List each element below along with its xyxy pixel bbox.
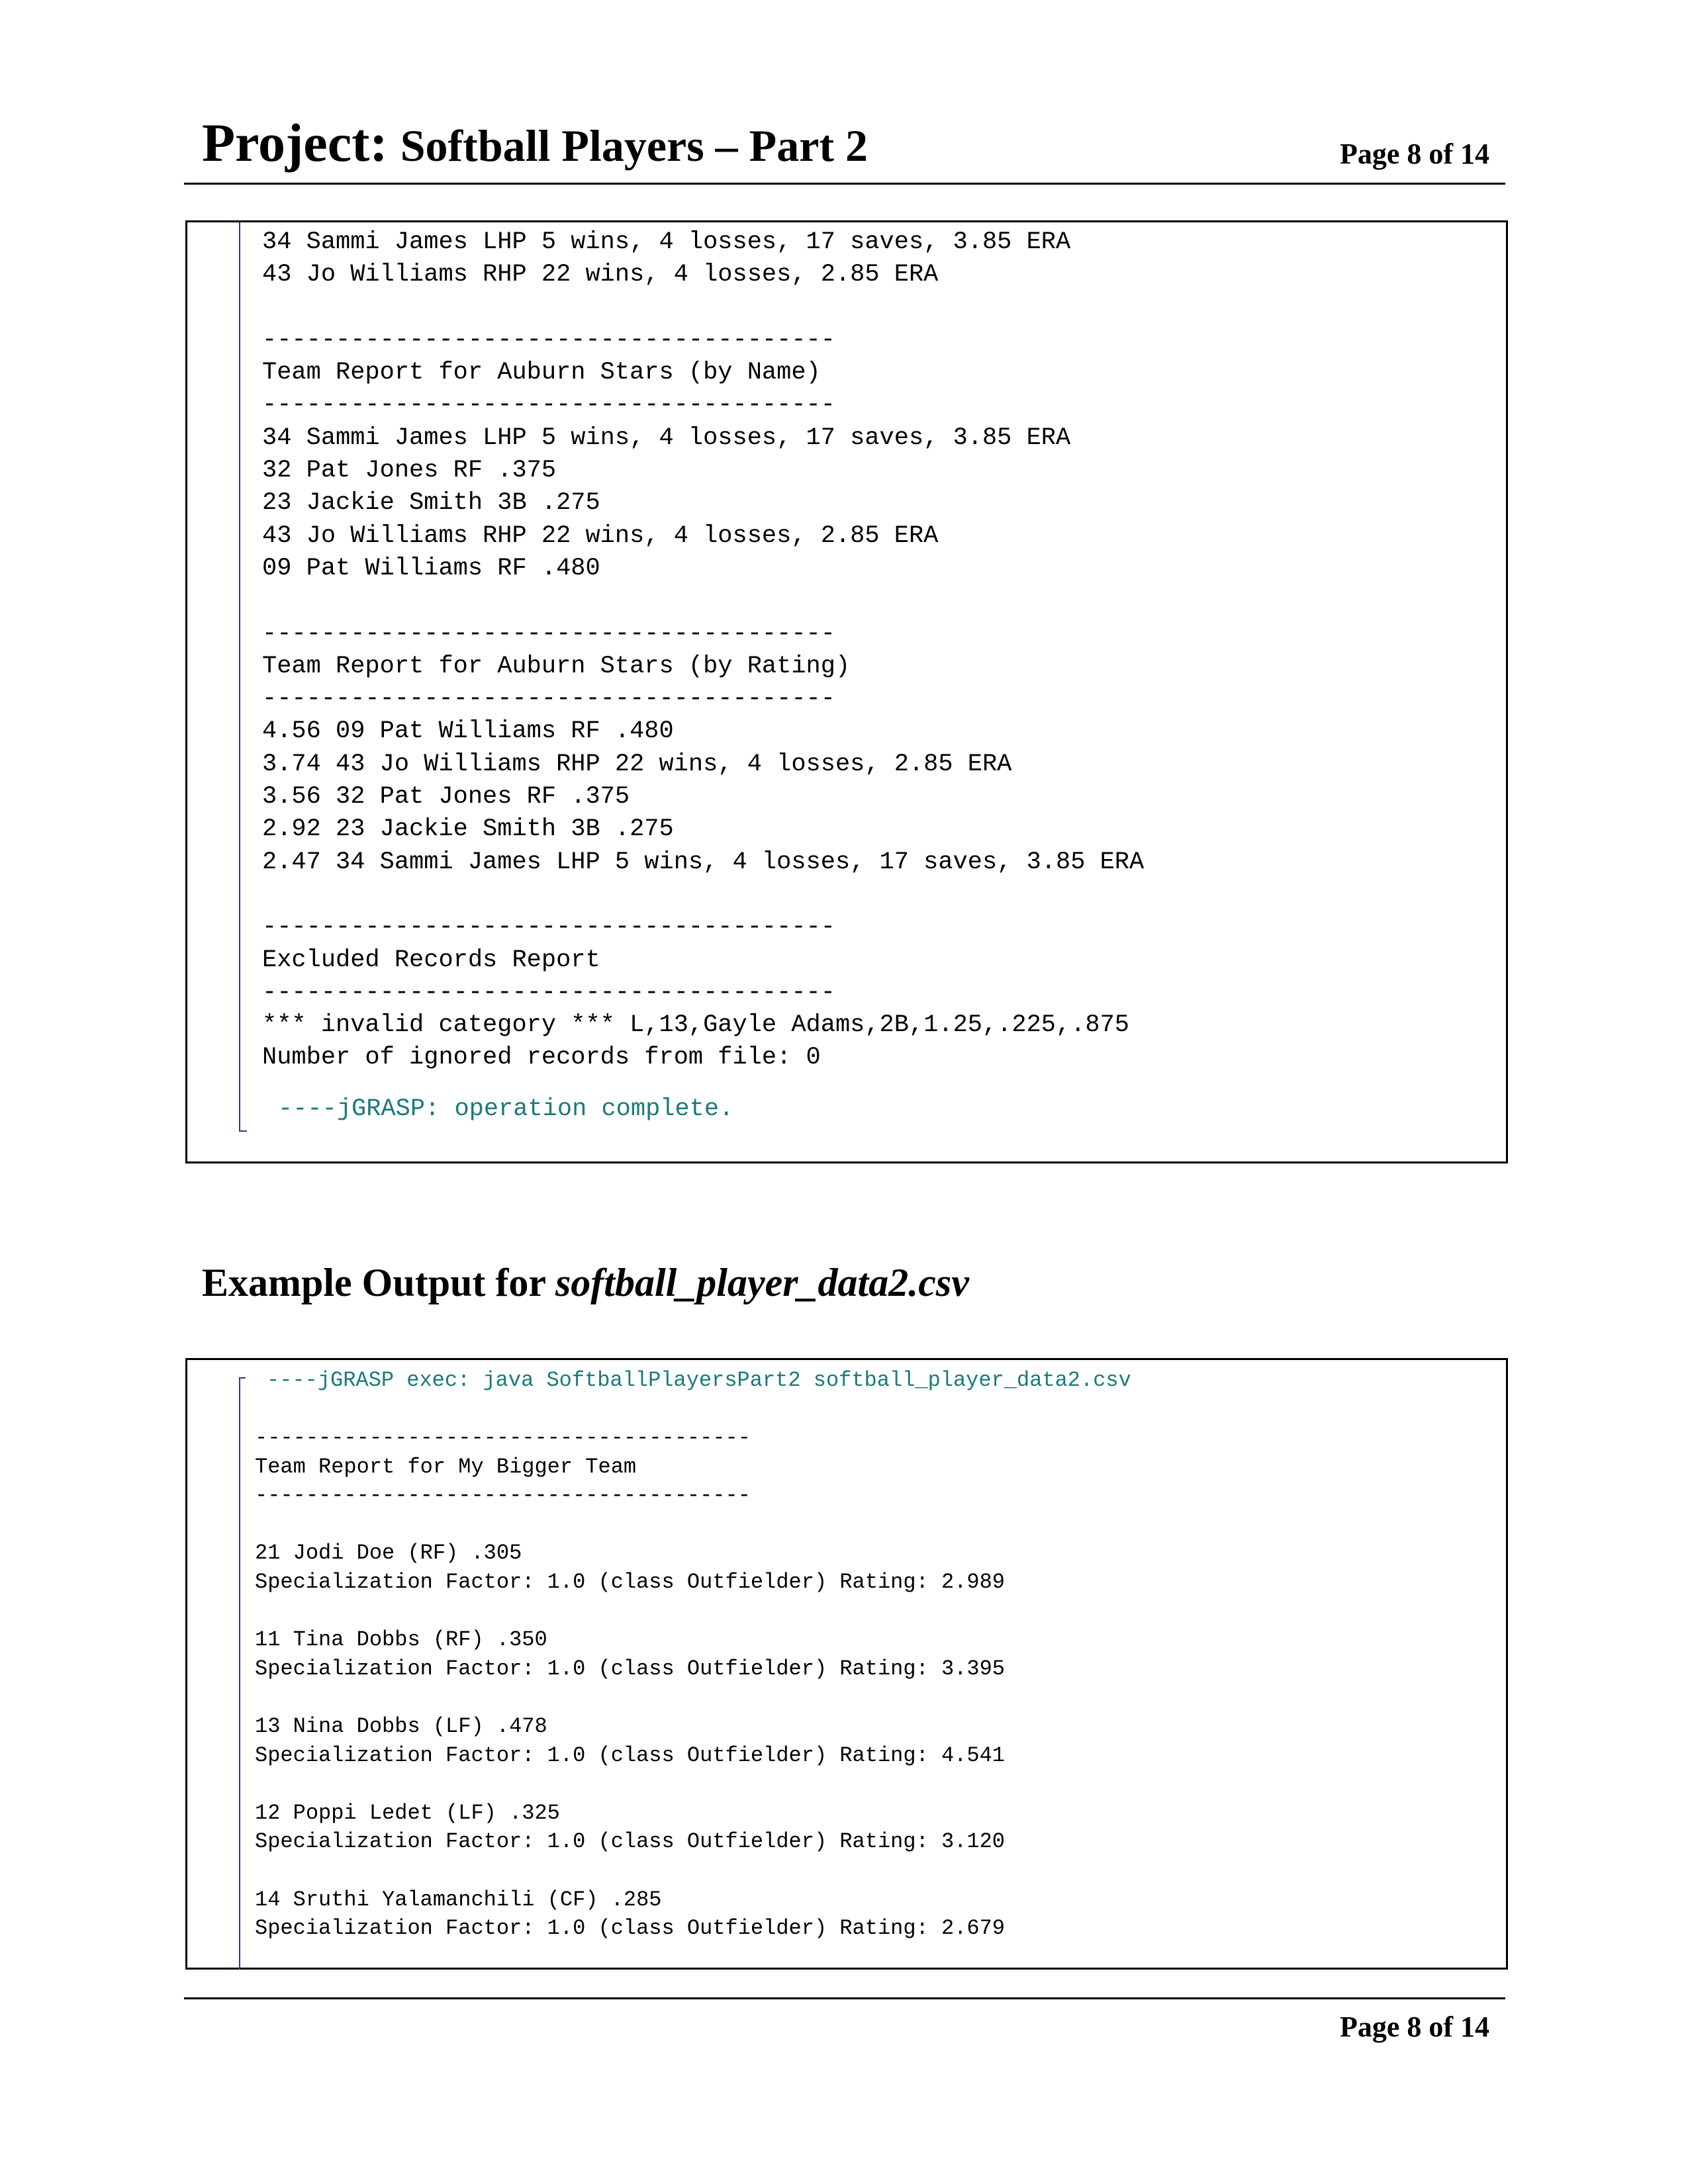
- header-page-number: Page 8 of 14: [1339, 138, 1489, 170]
- console-output-panel-1: [185, 220, 1508, 1163]
- footer-page-number: Page 8 of 14: [1339, 2011, 1489, 2043]
- console-output-text: 34 Sammi James LHP 5 wins, 4 losses, 17 saves, 3.85 ERA 43 Jo Williams RHP 22 wins, 4 losses, 2.85 ERA --------------------------------------- Team Report for Auburn Stars (by Name) --------------------------------------- 34 Sammi James LHP 5 wins, 4 losses, 17 saves, 3.85 ERA 32 Pat Jones RF .375 23 Jackie Smith 3B .275 43 Jo Williams RHP 22 wins, 4 losses, 2.85 ERA 09 Pat Williams RF .480 --------------------------------------- Team Report for Auburn Stars (by Rating) --------------------------------------- 4.56 09 Pat Williams RF .480 3.74 43 Jo Williams RHP 22 wins, 4 losses, 2.85 ERA 3.56 32 Pat Jones RF .375 2.92 23 Jackie Smith 3B .275 2.47 34 Sammi James LHP 5 wins, 4 losses, 17 saves, 3.85 ERA --------------------------------------- Excluded Records Report --------------------------------------- *** invalid category *** L,13,Gayle Adams,2B,1.25,.225,.875 Number of ignored records from file: 0: [262, 228, 1145, 1072]
- console-gutter-line: [239, 1377, 240, 1970]
- title-project-name: Softball Players – Part 2: [400, 120, 868, 171]
- footer-rule: [184, 1997, 1505, 1999]
- document-title: [202, 111, 868, 177]
- console-output-text: --------------------------------------- Team Report for My Bigger Team --------------------------------------- 21 Jodi Doe (RF) .305 Specialization Factor: 1.0 (class Outfielder) Rating: 2.989 11 Tina Dobbs (RF) .350 Specialization Factor: 1.0 (class Outfielder) Rating: 3.395 13 Nina Dobbs (LF) .478 Specialization Factor: 1.0 (class Outfielder) Rating: 4.541 12 Poppi Ledet (LF) .325 Specialization Factor: 1.0 (class Outfielder) Rating: 3.120 14 Sruthi Yalamanchili (CF) .285 Specialization Factor: 1.0 (class Outfielder) Rating: 2.679: [255, 1426, 1005, 1941]
- section-heading-prefix: Example Output for: [202, 1261, 555, 1304]
- console-status-line: ----jGRASP: operation complete.: [278, 1095, 734, 1123]
- header-rule: [184, 183, 1505, 185]
- console-gutter-end: [239, 1130, 247, 1132]
- section-heading: [202, 1257, 969, 1308]
- title-prefix: Project:: [202, 113, 388, 173]
- console-gutter-line: [239, 222, 240, 1130]
- console-output-panel-2: [185, 1358, 1508, 1970]
- section-heading-filename: softball_player_data2.csv: [555, 1261, 969, 1304]
- console-exec-line: ----jGRASP exec: java SoftballPlayersPart2 softball_player_data2.csv: [267, 1368, 1131, 1392]
